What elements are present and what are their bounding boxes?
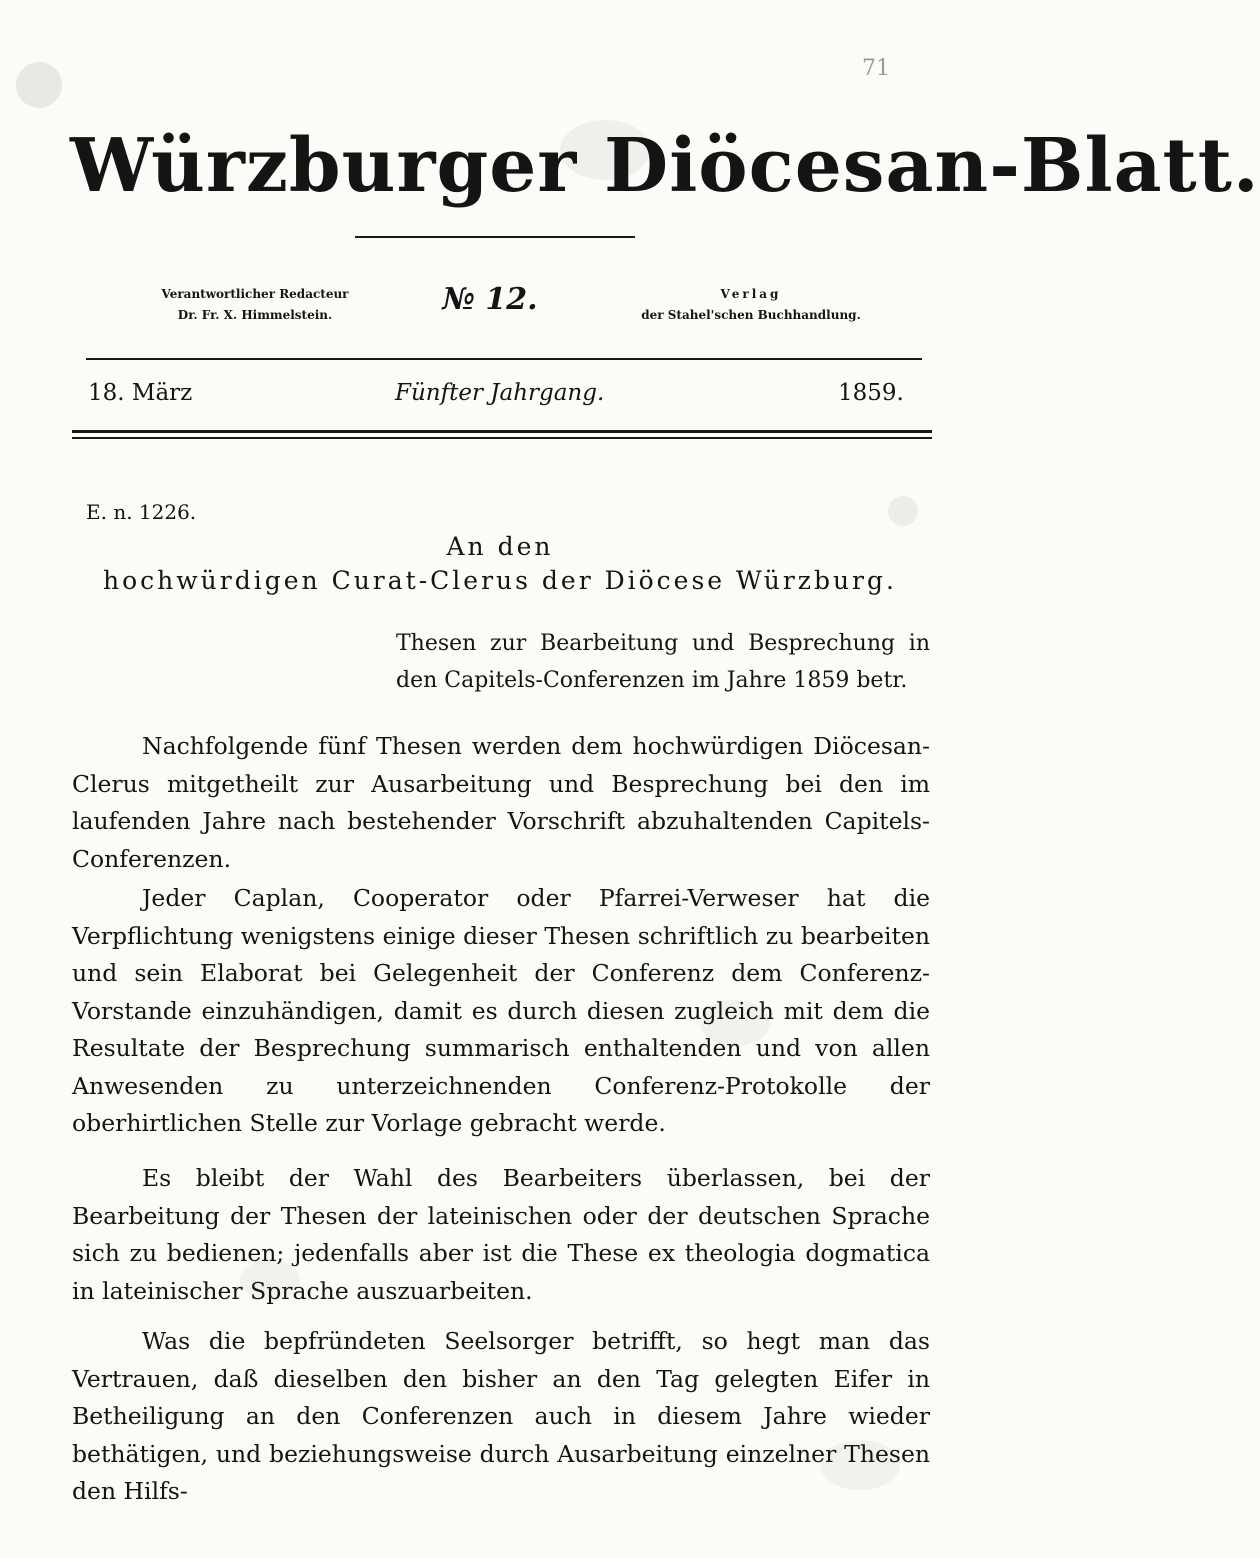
issue-number: № 12. (442, 282, 538, 317)
subject-line: Thesen zur Bearbeitung und Besprechung in den Capitels-Conferenzen im Jahre 1859 betr. (396, 631, 930, 693)
editor-block (140, 284, 370, 326)
body-paragraph: Was die bepfründeten Seelsorger betrifft, so hegt man das Vertrauen, daß dieselben den bisher an den Tag gelegten Eifer in Betheiligung an den Conferenzen auch in diesem Jahre wieder bethätigen, und beziehungsweise durch Ausarbeitung einzelner Thesen den Hilfs- (72, 1327, 930, 1505)
issue-date: 18. März (88, 380, 193, 406)
publisher-name: der Stahel'schen Buchhandlung. (641, 308, 861, 322)
header-rule-top (86, 358, 922, 360)
addressee-line-2: hochwürdigen Curat-Clerus der Diöcese Würzburg. (103, 566, 897, 595)
editor-name: Dr. Fr. X. Himmelstein. (177, 308, 333, 322)
page-corner-mark: 71 (862, 56, 890, 81)
addressee-line-1: An den (446, 532, 554, 561)
masthead-title: Würzburger Diöcesan-Blatt. (70, 123, 1260, 209)
body-paragraph: Es bleibt der Wahl des Bearbeiters überlassen, bei der Bearbeitung der Thesen der lateinischen oder der deutschen Sprache sich zu bedienen; jedenfalls aber ist die These ex theologia dogmatica in lateinischer Sprache auszuarbeiten. (72, 1164, 930, 1305)
body-paragraph: Jeder Caplan, Cooperator oder Pfarrei-Verweser hat die Verpflichtung wenigstens einige dieser Thesen schriftlich zu bearbeiten und sein Elaborat bei Gelegenheit der Conferenz dem Conferenz-Vorstande einzuhändigen, damit es durch diesen zugleich mit dem die Resultate der Besprechung summarisch enthaltenden und von allen Anwesenden zu unterzeichnenden Conferenz-Protokolle der oberhirtlichen Stelle zur Vorlage gebracht werde. (72, 884, 930, 1137)
paper-stain (888, 496, 918, 526)
masthead-thin-rule (355, 236, 635, 238)
header-rule-bottom-2 (72, 437, 932, 439)
issue-year: 1859. (838, 380, 904, 406)
publisher-block (636, 284, 866, 326)
reference-number: E. n. 1226. (86, 500, 197, 524)
paper-stain (16, 62, 62, 108)
publisher-label: Verlag (720, 287, 782, 301)
body-paragraph: Nachfolgende fünf Thesen werden dem hochwürdigen Diöcesan-Clerus mitgetheilt zur Ausarbeitung und Besprechung bei den im laufenden Jahre nach bestehender Vorschrift abzuhaltenden Capitels-Conferenzen. (72, 732, 930, 873)
editor-label: Verantwortlicher Redacteur (161, 287, 349, 301)
volume-line: Fünfter Jahrgang. (395, 380, 605, 406)
header-rule-bottom-1 (72, 430, 932, 433)
